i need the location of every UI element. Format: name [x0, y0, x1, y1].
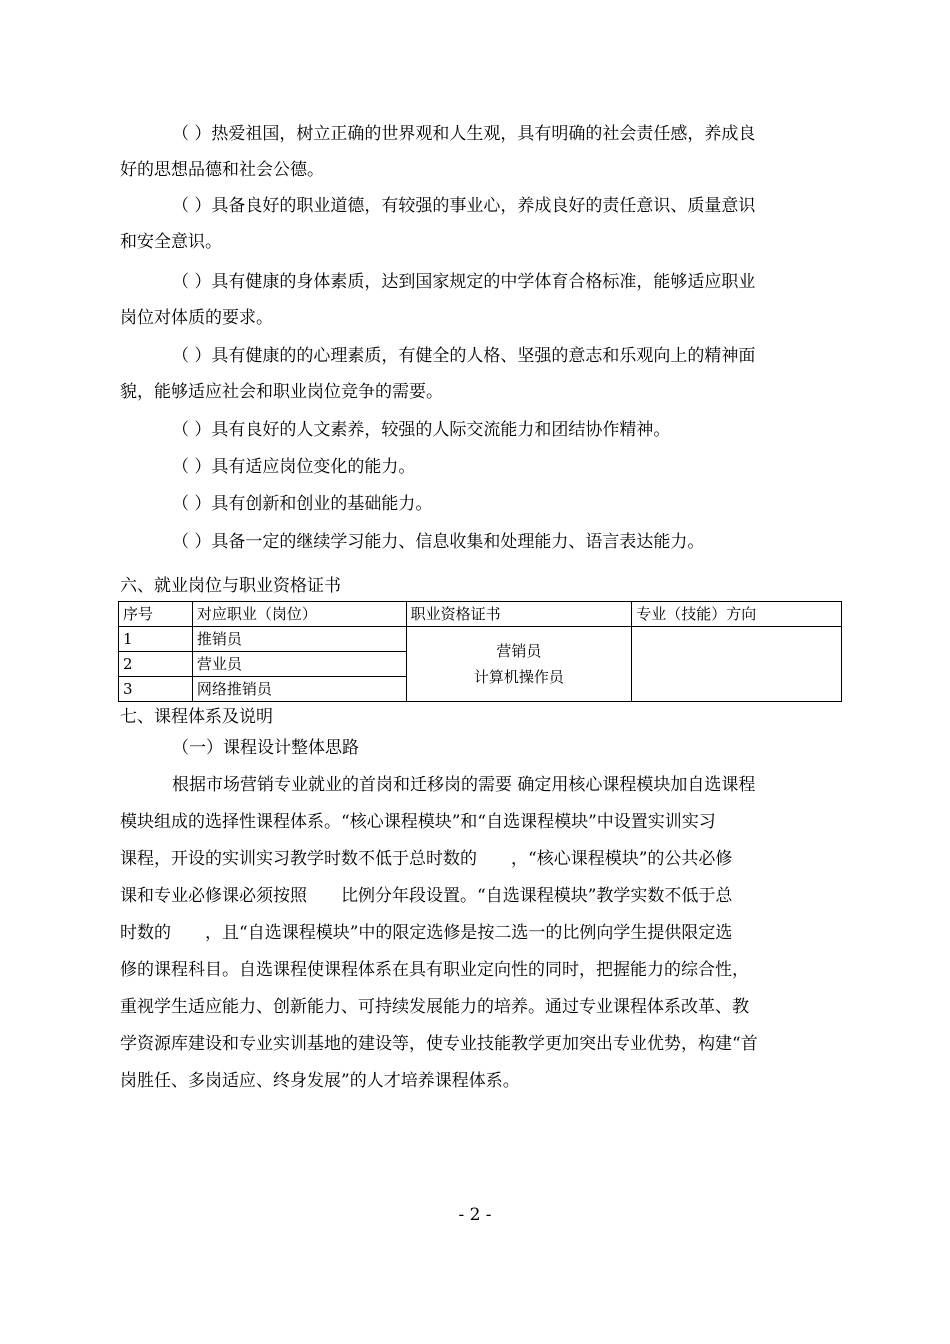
table-header-row	[119, 602, 842, 627]
quality-item-2-line-2: 和安全意识。	[120, 232, 222, 252]
table-header-cell: 职业资格证书	[406, 602, 632, 627]
row-number: 3	[119, 677, 193, 702]
paragraph-line: 岗胜任、多岗适应、终身发展”的人才培养课程体系。	[120, 1071, 520, 1091]
paragraph-line: 时数的 ，且“自选课程模块”中的限定选修是按二选一的比例向学生提供限定选	[120, 923, 733, 943]
row-number: 1	[119, 627, 193, 652]
row-job: 网络推销员	[192, 677, 406, 702]
quality-item-6: （ ）具有适应岗位变化的能力。	[172, 457, 416, 477]
quality-item-1-line-2: 好的思想品德和社会公德。	[120, 160, 324, 180]
paragraph-line: 学资源库建设和专业实训基地的建设等，使专业技能教学更加突出专业优势，构建“首	[120, 1034, 758, 1054]
table-header-cell: 对应职业（岗位）	[192, 602, 406, 627]
table-row	[119, 627, 842, 652]
quality-item-4-line-1: （ ）具有健康的的心理素质，有健全的人格、坚强的意志和乐观向上的精神面	[172, 346, 756, 366]
row-job: 推销员	[192, 627, 406, 652]
paragraph-line: 修的课程科目。自选课程使课程体系在具有职业定向性的同时，把握能力的综合性，	[120, 960, 749, 980]
certificate-1: 营销员	[496, 642, 542, 660]
paragraph-line: 课和专业必修课必须按照 比例分年段设置。“自选课程模块”教学实数不低于总	[120, 886, 733, 906]
section-7-title: 七、课程体系及说明	[120, 707, 273, 727]
certificate-2: 计算机操作员	[473, 668, 564, 686]
quality-item-3-line-1: （ ）具有健康的身体素质，达到国家规定的中学体育合格标准，能够适应职业	[172, 272, 756, 292]
paragraph-line: 重视学生适应能力、创新能力、可持续发展能力的培养。通过专业课程体系改革、教	[120, 997, 749, 1017]
quality-item-4-line-2: 貌，能够适应社会和职业岗位竞争的需要。	[120, 382, 443, 402]
table-header-cell: 专业（技能）方向	[632, 602, 842, 627]
quality-item-7: （ ）具有创新和创业的基础能力。	[172, 494, 433, 514]
quality-item-2-line-1: （ ）具备良好的职业道德，有较强的事业心，养成良好的责任意识、质量意识	[172, 196, 756, 216]
quality-item-1-line-1: （ ）热爱祖国，树立正确的世界观和人生观，具有明确的社会责任感，养成良	[172, 124, 756, 144]
certificate-table	[118, 601, 842, 702]
quality-item-3-line-2: 岗位对体质的要求。	[120, 308, 273, 328]
row-number: 2	[119, 652, 193, 677]
row-job: 营业员	[192, 652, 406, 677]
quality-item-5: （ ）具有良好的人文素养，较强的人际交流能力和团结协作精神。	[172, 420, 671, 440]
page-number: - 2 -	[458, 1205, 492, 1225]
paragraph-line: 根据市场营销专业就业的首岗和迁移岗的需要 确定用核心课程模块加自选课程	[172, 775, 756, 795]
section-7-subtitle: （一）课程设计整体思路	[172, 738, 359, 758]
table-header-cell: 序号	[119, 602, 193, 627]
paragraph-line: 课程，开设的实训实习教学时数不低于总时数的 ，“核心课程模块”的公共必修	[120, 849, 733, 869]
direction-cell	[632, 627, 842, 702]
paragraph-line: 模块组成的选择性课程体系。“核心课程模块”和“自选课程模块”中设置实训实习	[120, 812, 716, 832]
quality-item-8: （ ）具备一定的继续学习能力、信息收集和处理能力、语言表达能力。	[172, 532, 705, 552]
section-6-title: 六、就业岗位与职业资格证书	[120, 576, 341, 596]
certificate-cell	[406, 627, 632, 702]
